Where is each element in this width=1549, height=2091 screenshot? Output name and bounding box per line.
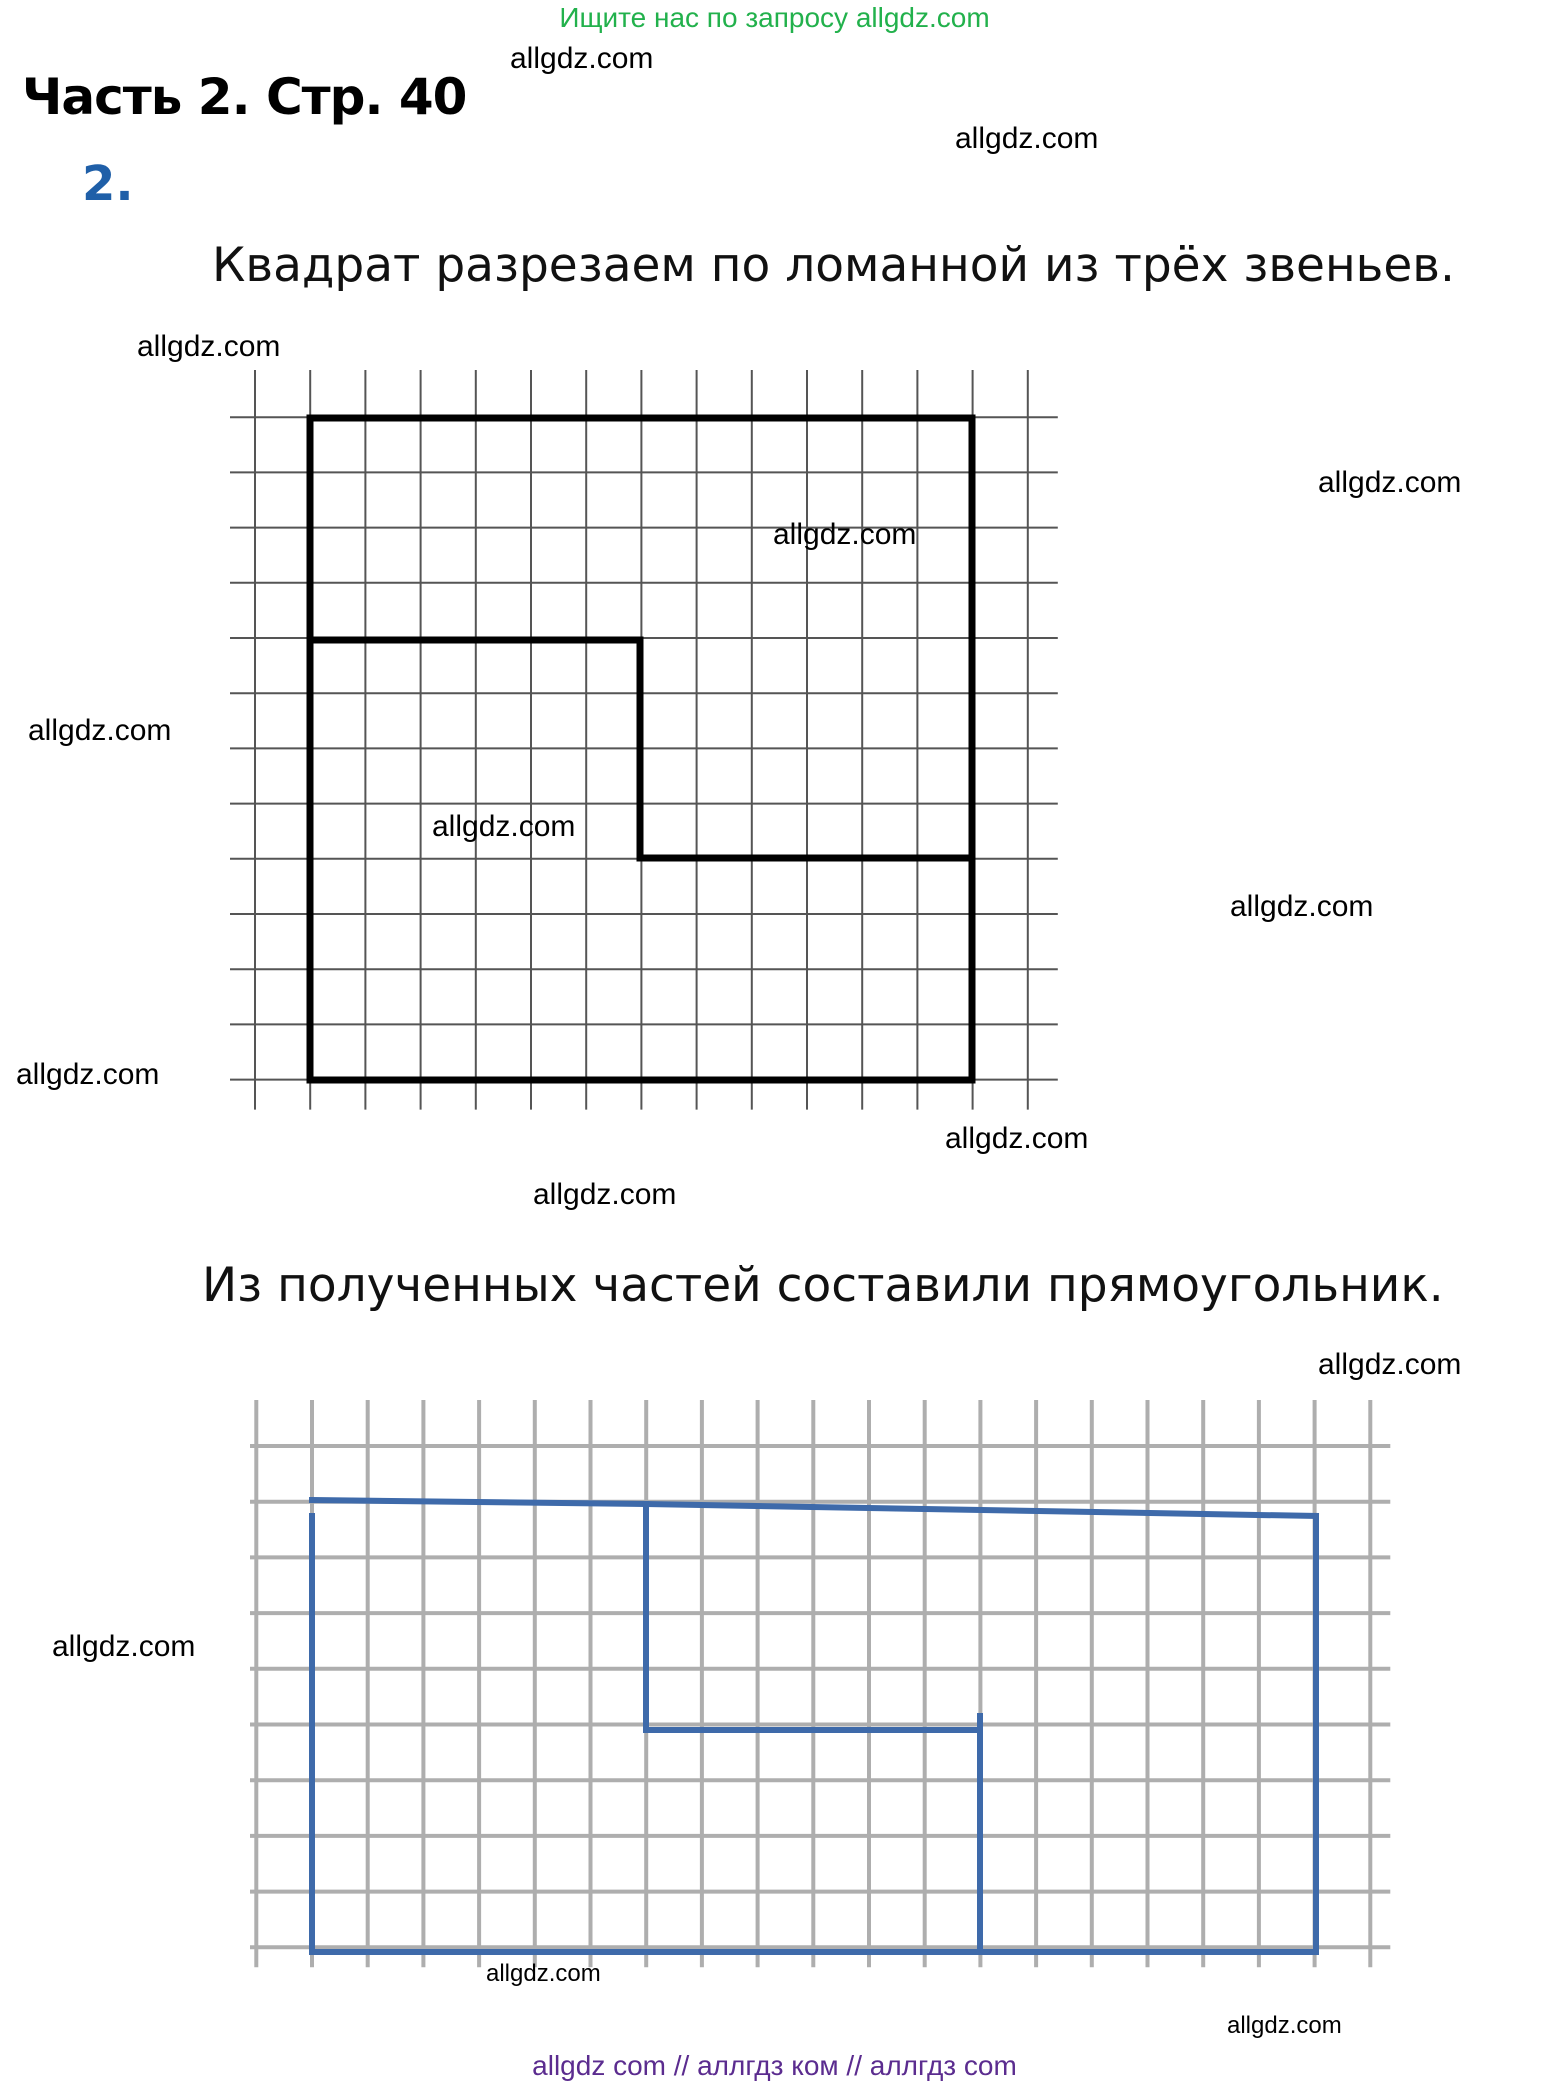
watermark: allgdz.com: [945, 1122, 1089, 1155]
watermark: allgdz.com: [773, 518, 917, 551]
page-heading: Часть 2. Стр. 40: [22, 68, 467, 126]
watermark: allgdz.com: [955, 122, 1099, 155]
watermark: allgdz.com: [28, 714, 172, 747]
watermark: allgdz.com: [1318, 1348, 1462, 1381]
rectangle-figure: [250, 1400, 1450, 2040]
caption-rectangle: Из полученных частей составили прямоугольник.: [202, 1258, 1444, 1313]
rectangle-grid: [250, 1400, 1390, 1967]
watermark: allgdz.com: [52, 1630, 196, 1663]
watermark: allgdz.com: [16, 1058, 160, 1091]
task-number: 2.: [82, 156, 134, 212]
watermark: allgdz.com: [1230, 890, 1374, 923]
square-figure: [230, 370, 1080, 1130]
watermark: allgdz.com: [1227, 2012, 1342, 2039]
watermark: allgdz.com: [510, 42, 654, 75]
caption-cut-square: Квадрат разрезаем по ломанной из трёх звеньев.: [212, 238, 1455, 293]
top-banner[interactable]: Ищите нас по запросу allgdz.com: [559, 2, 990, 33]
watermark: allgdz.com: [137, 330, 281, 363]
footer-text: allgdz com // аллгдз ком // аллгдз com: [532, 2050, 1017, 2081]
watermark: allgdz.com: [486, 1960, 601, 1987]
square-grid: [230, 370, 1058, 1110]
watermark: allgdz.com: [1318, 466, 1462, 499]
watermark: allgdz.com: [533, 1178, 677, 1211]
watermark: allgdz.com: [432, 810, 576, 843]
